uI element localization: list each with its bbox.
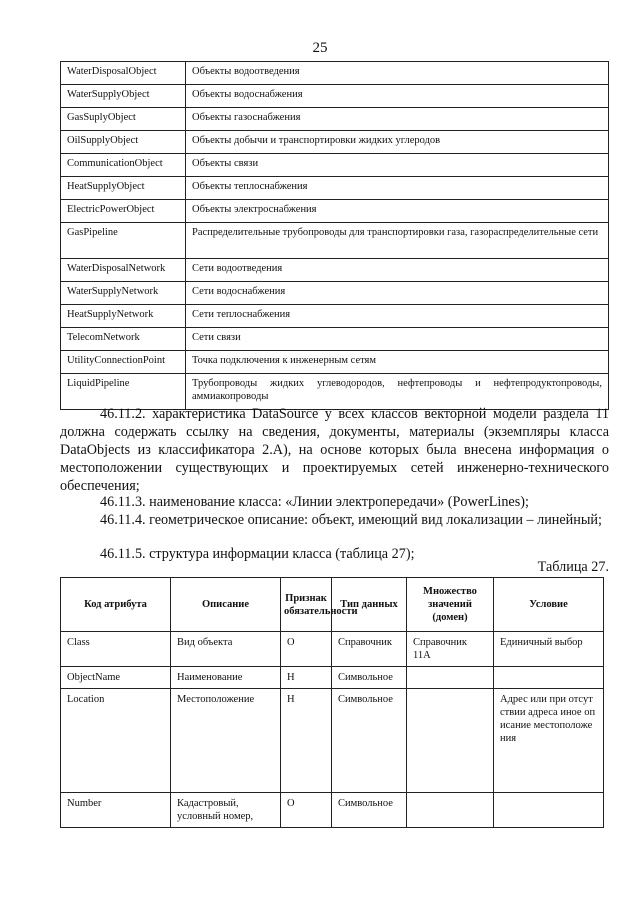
table-cell: [407, 689, 494, 793]
class-desc: Объекты теплоснабжения: [186, 177, 609, 200]
class-desc: Точка подключения к инженерным сетям: [186, 351, 609, 374]
header-cell: Условие: [494, 578, 604, 632]
table-header-row: [61, 578, 604, 632]
header-cell: Описание: [171, 578, 281, 632]
table-row: [61, 131, 609, 154]
header-cell: Множество значений (домен): [407, 578, 494, 632]
table-cell: [407, 793, 494, 828]
class-code: WaterSupplyObject: [61, 85, 186, 108]
class-desc: Трубопроводы жидких углеводородов, нефтепроводы и нефтепродуктопроводы, аммиакопроводы: [186, 374, 609, 410]
table-cell: Местоположение: [171, 689, 281, 793]
class-desc: Сети водоотведения: [186, 259, 609, 282]
table-cell: ObjectName: [61, 667, 171, 689]
header-cell: Код атрибута: [61, 578, 171, 632]
paragraph-class-name: 46.11.3. наименование класса: «Линии электропередачи» (PowerLines);: [100, 494, 529, 510]
class-code: WaterDisposalNetwork: [61, 259, 186, 282]
paragraph-datasource: 46.11.2. характеристика DataSource у всех классов векторной модели раздела 11 должна содержать ссылку на сведения, документы, материалы (экземпляры класса DataObjects из классификатора 2.А), на основе которых была внесена информация о местоположении существующих и проектируемых сетей инженерно-технического обеспечения;: [60, 406, 609, 494]
class-code: UtilityConnectionPoint: [61, 351, 186, 374]
class-desc: Объекты электроснабжения: [186, 200, 609, 223]
table-row: [61, 223, 609, 259]
table-row: [61, 793, 604, 828]
table-cell: Н: [281, 667, 332, 689]
class-code: GasPipeline: [61, 223, 186, 259]
class-desc: Объекты водоснабжения: [186, 85, 609, 108]
table-caption: Таблица 27.: [537, 559, 609, 575]
table-cell: О: [281, 793, 332, 828]
table-cell: Единичный выбор: [494, 632, 604, 667]
class-desc: Распределительные трубопроводы для транспортировки газа, газораспределительные сети: [186, 223, 609, 259]
class-desc: Сети теплоснабжения: [186, 305, 609, 328]
class-desc: Объекты газоснабжения: [186, 108, 609, 131]
table-row: [61, 259, 609, 282]
attribute-table: [60, 577, 604, 828]
class-code: WaterSupplyNetwork: [61, 282, 186, 305]
table-row: [61, 85, 609, 108]
class-table: [60, 61, 609, 410]
table-row: [61, 154, 609, 177]
table-cell: Location: [61, 689, 171, 793]
class-code: ElectricPowerObject: [61, 200, 186, 223]
class-code: LiquidPipeline: [61, 374, 186, 410]
table-cell: Символьное: [332, 667, 407, 689]
table-cell: Адрес или при отсутствии адреса иное описание местоположения: [494, 689, 604, 793]
paragraph-structure: 46.11.5. структура информации класса (таблица 27);: [100, 546, 415, 562]
class-code: TelecomNetwork: [61, 328, 186, 351]
class-desc: Сети водоснабжения: [186, 282, 609, 305]
header-cell: Признак обязательности: [281, 578, 332, 632]
table-row: [61, 200, 609, 223]
table-cell: [407, 667, 494, 689]
table-row: [61, 177, 609, 200]
class-desc: Объекты добычи и транспортировки жидких углеродов: [186, 131, 609, 154]
table-row: [61, 667, 604, 689]
table-cell: Символьное: [332, 689, 407, 793]
table-row: [61, 282, 609, 305]
class-code: WaterDisposalObject: [61, 62, 186, 85]
table-cell: [494, 667, 604, 689]
table-cell: Справочник 11А: [407, 632, 494, 667]
table-row: [61, 689, 604, 793]
paragraph-geometry: 46.11.4. геометрическое описание: объект, имеющий вид локализации – линейный;: [100, 512, 602, 528]
table-cell: [494, 793, 604, 828]
class-desc: Объекты водоотведения: [186, 62, 609, 85]
table-cell: Number: [61, 793, 171, 828]
table-row: [61, 62, 609, 85]
table-row: [61, 632, 604, 667]
page-number: 25: [312, 40, 328, 56]
class-desc: Объекты связи: [186, 154, 609, 177]
class-code: GasSuplyObject: [61, 108, 186, 131]
class-code: HeatSupplyNetwork: [61, 305, 186, 328]
class-code: CommunicationObject: [61, 154, 186, 177]
class-desc: Сети связи: [186, 328, 609, 351]
table-cell: Кадастровый, условный номер,: [171, 793, 281, 828]
header-cell: Тип данных: [332, 578, 407, 632]
table-cell: Вид объекта: [171, 632, 281, 667]
table-cell: Справочник: [332, 632, 407, 667]
table-cell: Символьное: [332, 793, 407, 828]
table-row: [61, 305, 609, 328]
table-cell: Наименование: [171, 667, 281, 689]
table-cell: Н: [281, 689, 332, 793]
table-row: [61, 328, 609, 351]
class-code: HeatSupplyObject: [61, 177, 186, 200]
table-cell: Class: [61, 632, 171, 667]
table-cell: О: [281, 632, 332, 667]
table-row: [61, 108, 609, 131]
table-row: [61, 351, 609, 374]
class-code: OilSupplyObject: [61, 131, 186, 154]
